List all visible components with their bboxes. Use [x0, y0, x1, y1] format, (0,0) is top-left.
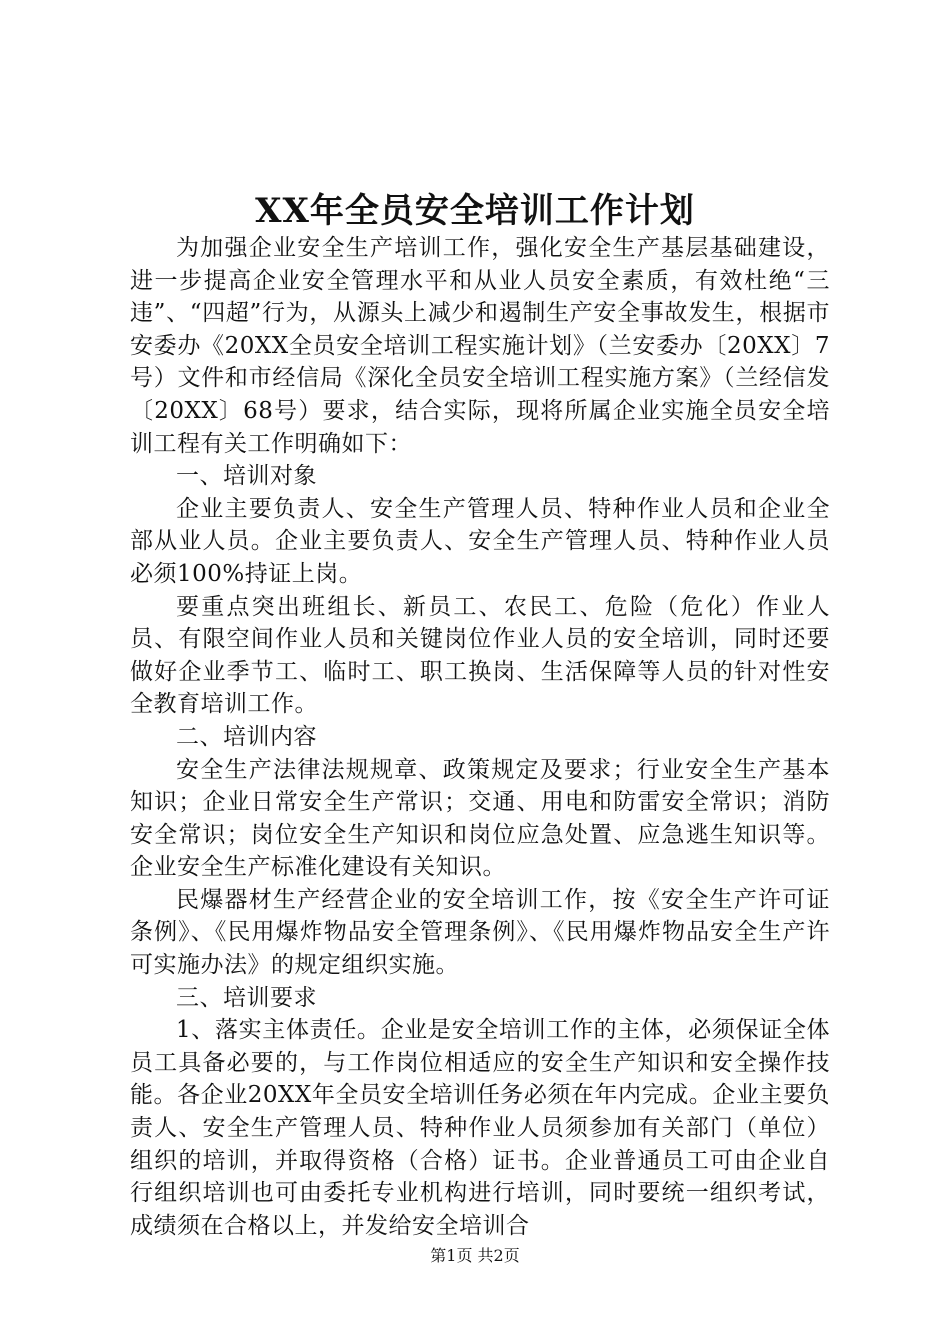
intro-paragraph: 为加强企业安全生产培训工作，强化安全生产基层基础建设，进一步提高企业安全管理水平和从业人员安全素质，有效杜绝“三违”、“四超”行为，从源头上减少和遏制生产安全事故发生，根据市安委办《20XX全员安全培训工程实施计划》（兰安委办〔20XX〕7号）文件和市经信局《深化全员安全培训工程实施方案》（兰经信发〔20XX〕68号）要求，结合实际，现将所属企业实施全员安全培训工程有关工作明确如下：	[130, 235, 830, 457]
paragraph-targets-1: 企业主要负责人、安全生产管理人员、特种作业人员和企业全部从业人员。企业主要负责人、安全生产管理人员、特种作业人员必须100%持证上岗。	[130, 495, 830, 587]
page-number-footer: 第1页 共2页	[430, 1246, 520, 1265]
document-title: XX年全员安全培训工作计划	[255, 191, 695, 231]
section-heading-training-content: 二、培训内容	[176, 723, 317, 750]
paragraph-content-2: 民爆器材生产经营企业的安全培训工作，按《安全生产许可证条例》、《民用爆炸物品安全管理条例》、《民用爆炸物品安全生产许可实施办法》的规定组织实施。	[130, 886, 830, 979]
paragraph-targets-2: 要重点突出班组长、新员工、农民工、危险（危化）作业人员、有限空间作业人员和关键岗位作业人员的安全培训，同时还要做好企业季节工、临时工、职工换岗、生活保障等人员的针对性安全教育培训工作。	[130, 593, 830, 718]
document-body	[130, 232, 830, 1242]
paragraph-content-1: 安全生产法律法规规章、政策规定及要求；行业安全生产基本知识；企业日常安全生产常识；交通、用电和防雷安全常识；消防安全常识；岗位安全生产知识和岗位应急处置、应急逃生知识等。企业安全生产标准化建设有关知识。	[130, 756, 830, 881]
section-heading-training-targets: 一、培训对象	[176, 463, 317, 490]
paragraph-requirements-1: 1、落实主体责任。企业是安全培训工作的主体，必须保证全体员工具备必要的，与工作岗位相适应的安全生产知识和安全操作技能。各企业20XX年全员安全培训任务必须在年内完成。企业主要负责人、安全生产管理人员、特种作业人员须参加有关部门（单位）组织的培训，并取得资格（合格）证书。企业普通员工可由企业自行组织培训也可由委托专业机构进行培训，同时要统一组织考试，成绩须在合格以上，并发给安全培训合	[130, 1017, 830, 1239]
section-heading-training-requirements: 三、培训要求	[176, 984, 317, 1011]
